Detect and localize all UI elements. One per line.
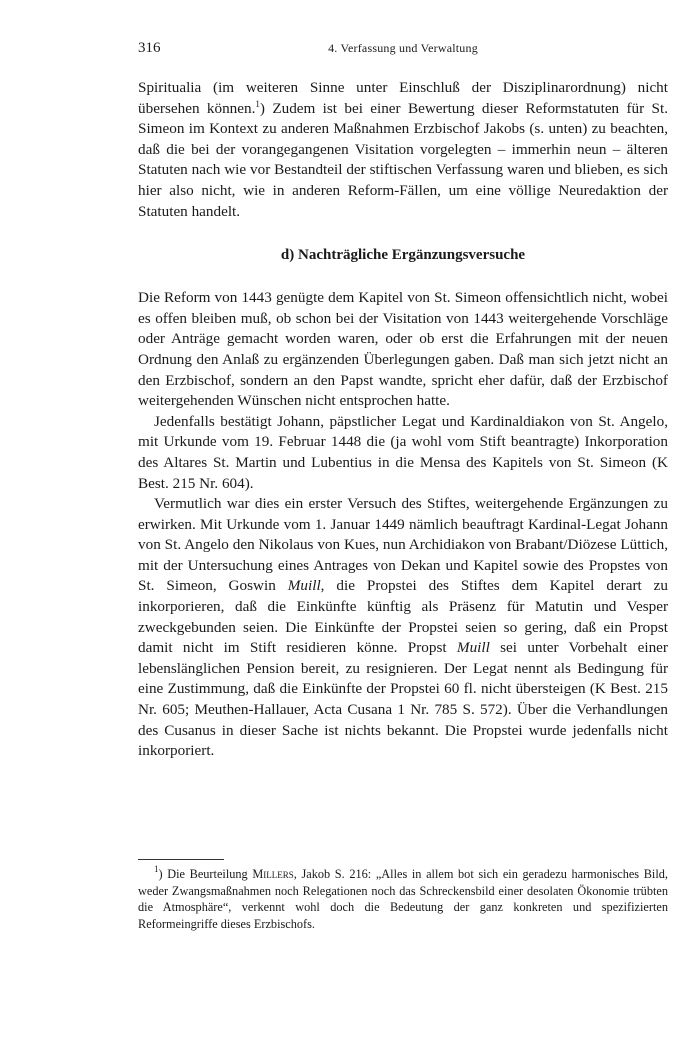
person-name-muill: Muill <box>456 639 490 657</box>
section-heading: d) Nachträgliche Ergänzungsversuche <box>280 247 526 264</box>
section-continuation-paragraph: Spiritualia (im weiteren Sinne unter Einschluß der Disziplinarordnung) nicht übersehen können.$^1$) Zudem ist bei einer Bewertung dieser Reformstatuten für St. Simeon im Kontext zu anderen Maßnahmen Erzbischof Jakobs (s. unten) zu beachten, daß die bei der vorangegangenen Visitation vorgelegten – immerhin neun – älteren Statuten nach wie vor Bestandteil der stiftischen Verfassung waren und blieben, es sich hier also nicht, wie in anderen Reform-Fällen, um eine völlige Neuredaktion der Statuten handelt. <box>138 79 668 220</box>
running-head: 4. Verfassung und Verwaltung <box>328 41 478 55</box>
paragraph-3: Vermutlich war dies ein erster Versuch des Stiftes, weitergehende Ergänzungen zu erwirken. Mit Urkunde vom 1. Januar 1449 nämlich beauftragt Kardinal-Legat Johann von St. Angelo den Nikolaus von Kues, nun Archidiakon von Brabant/Diözese Lüttich, mit der Untersuchung eines Antrages von Dekan und Kapitel sowie des Propstes von St. Simeon, Goswin Muill, die Propstei des Stiftes dem Kapitel derart zu inkorporieren, daß die Einkünfte künftig als Präsenz für Matutin und Vesper zweckgebunden seien. Die Einkünfte der Propstei seien so gering, daß ein Propst damit nicht im Stift residieren könne. Propst Muill sei unter Vorbehalt einer lebenslänglichen Pension bereit, zu resignieren. Der Legat nennt als Bedingung für eine Zustimmung, daß die Einkünfte der Propstei 60 fl. nicht übersteigen (K Best. 215 Nr. 605; Meuthen-Hallauer, Acta Cusana 1 Nr. 785 S. 572). Über die Verhandlungen des Cusanus in dieser Sache ist nichts bekannt. Die Propstei wurde jedenfalls nicht inkorporiert. <box>138 495 669 760</box>
page-header <box>138 40 668 60</box>
main-text <box>138 78 668 762</box>
footnote-marker: 1 <box>154 864 159 874</box>
paragraph-1: Die Reform von 1443 genügte dem Kapitel von St. Simeon offensichtlich nicht, wobei es offen bleiben muß, ob schon bei der Visitation von 1443 weitergehende Vorschläge oder Anträge gemacht worden waren, oder ob erst die Erfahrungen mit der neuen Ordnung den Anlaß zu ergänzenden Überlegungen gaben. Daß man sich jetzt nicht an den Erzbischof, sondern an den Papst wandte, spricht eher dafür, daß der Erzbischof weitergehenden Wünschen nicht entsprochen hatte. <box>138 289 668 410</box>
footnote-author: Millers <box>252 867 294 881</box>
footnote-separator <box>138 859 224 860</box>
paragraph-2: Jedenfalls bestätigt Johann, päpstlicher Legat und Kardinaldiakon von St. Angelo, mit Urkunde vom 19. Februar 1448 die (ja wohl vom Stift beantragte) Inkorporation des Altares St. Martin und Lubentius in die Mensa des Kapitels von St. Simeon (K Best. 215 Nr. 604). <box>138 412 668 492</box>
person-name-muill: Muill <box>287 577 321 595</box>
footnote-reference[interactable]: 1 <box>255 98 260 109</box>
footnote: $^1$) Die Beurteilung Millers, Jakob S. 216: „Alles in allem bot sich ein geradezu harmonisches Bild, weder Zwangsmaßnahmen noch Relegationen noch das Schreckensbild einer desolaten Ökonomie trübten die Atmosphäre“, verkennt wohl doch die Bedeutung der ganz konkreten und spezifizierten Reformeingriffe dieses Erzbischofs. <box>138 864 668 931</box>
page-number: 316 <box>138 40 161 56</box>
